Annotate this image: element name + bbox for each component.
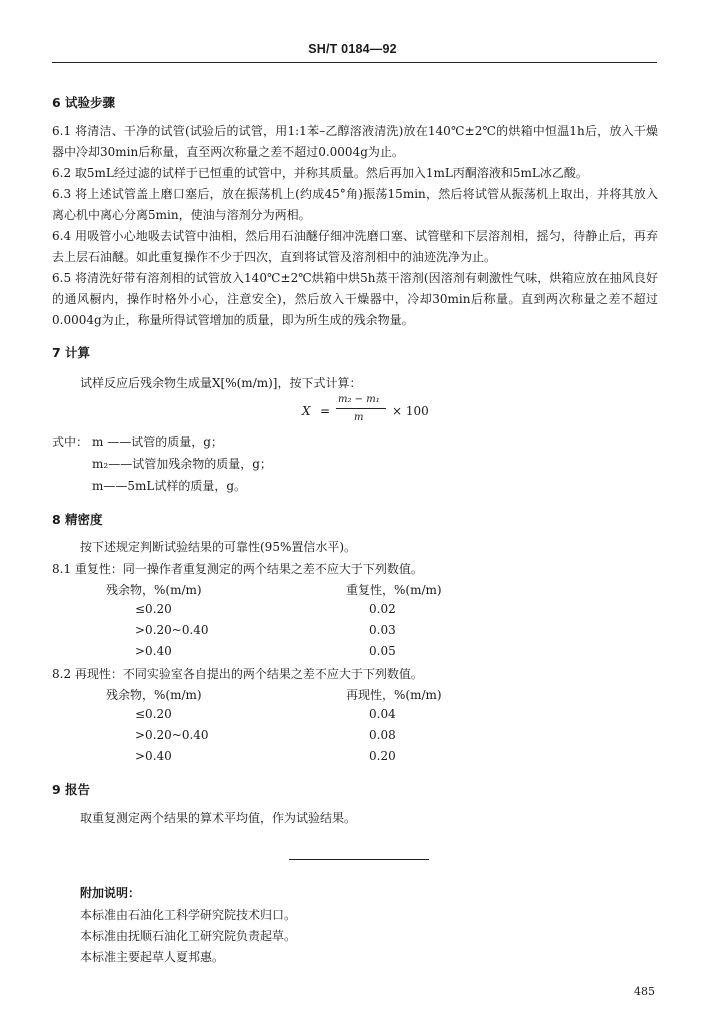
section-7-title: 7 计算 (52, 345, 91, 360)
table-cell-value: 0.08 (369, 728, 396, 742)
var-item: m ——试管的质量，g； (92, 435, 223, 449)
repeatability-heading: 8.1 重复性：同一操作者重复测定的两个结果之差不应大于下列数值。 (52, 562, 423, 576)
para-6-1: 6.1 将清洁、干净的试管(试验后的试管，用1:1苯–乙醇溶液清洗)放在140℃±2℃的烘箱中恒温1h后，放入干燥器中冷却30min后称量，直至两次称量之差不超过0.0004g为止。 (52, 124, 658, 159)
note-line: 本标准由抚顺石油化工研究院负责起草。 (80, 929, 297, 943)
var-item: m——5mL试样的质量，g。 (92, 479, 247, 493)
section-6-title: 6 试验步骤 (52, 95, 116, 110)
table-cell-range: ≤0.20 (135, 707, 172, 721)
para-6-5: 6.5 将清洗好带有溶剂相的试管放入140℃±2℃烘箱中烘5h蒸干溶剂(因溶剂有刺激性气味，烘箱应放在抽风良好的通风橱内，操作时格外小心，注意安全)，然后放入干燥器中，冷却30min后称量。直到两次称量之差不超过0.0004g为止，称量所得试管增加的质量，即为所生成的残余物量。 (52, 271, 658, 327)
para-6-2: 6.2 取5mL经过滤的试样于已恒重的试管中，并称其质量。然后再加入1mL丙酮溶液和5mL冰乙酸。 (52, 166, 588, 180)
formula-lhs: X (302, 404, 311, 418)
table-cell-value: 0.04 (369, 707, 396, 721)
header-rule (52, 62, 657, 63)
para-6-3: 6.3 将上述试管盖上磨口塞后，放在振荡机上(约成45°角)振荡15min，然后将试管从振荡机上取出，并将其放入离心机中离心分离5min，使油与溶剂分为两相。 (52, 187, 658, 222)
repeat-col-residue: 残余物，%(m/m) (106, 583, 202, 597)
table-cell-value: 0.20 (369, 749, 396, 763)
formula-denominator: m (354, 412, 364, 423)
note-line: 本标准由石油化工科学研究院技术归口。 (80, 908, 297, 922)
page-number: 485 (634, 985, 655, 998)
section-9-title: 9 报告 (52, 782, 91, 797)
standard-code: SH/T 0184—92 (308, 42, 397, 56)
formula-numerator: m₂ − m₁ (338, 394, 380, 405)
notes-title: 附加说明： (80, 886, 141, 900)
repeat-col-value: 重复性，%(m/m) (346, 583, 442, 597)
var-item: m₂——试管加残余物的质量，g； (92, 457, 272, 471)
formula-multiplier: × 100 (392, 404, 429, 418)
table-cell-range: >0.40 (135, 749, 172, 763)
calc-intro: 试样反应后残余物生成量X[%(m/m)]，按下式计算： (80, 376, 362, 390)
reproduce-col-residue: 残余物，%(m/m) (106, 688, 202, 702)
note-line: 本标准主要起草人夏邦惠。 (80, 950, 225, 964)
para-6-4: 6.4 用吸管小心地吸去试管中油相，然后用石油醚仔细冲洗磨口塞、试管壁和下层溶剂相，摇匀，待静止后，再弃去上层石油醚。如此重复操作不少于四次，直到将试管及溶剂相中的油迹洗净为止。 (52, 229, 658, 264)
table-cell-value: 0.02 (369, 602, 396, 616)
reproducibility-heading: 8.2 再现性：不同实验室各自提出的两个结果之差不应大于下列数值。 (52, 667, 423, 681)
precision-intro: 按下述规定判断试验结果的可靠性(95%置信水平)。 (80, 540, 357, 554)
table-cell-range: >0.20~0.40 (135, 623, 209, 637)
section-divider (289, 859, 429, 860)
report-text: 取重复测定两个结果的算术平均值，作为试验结果。 (80, 811, 357, 825)
where-label: 式中： (52, 435, 89, 449)
table-cell-value: 0.05 (369, 644, 396, 658)
section-8-title: 8 精密度 (52, 512, 103, 527)
reproduce-col-value: 再现性，%(m/m) (346, 688, 442, 702)
fraction-bar (336, 408, 386, 409)
formula (298, 396, 478, 426)
table-cell-value: 0.03 (369, 623, 396, 637)
table-cell-range: >0.20~0.40 (135, 728, 209, 742)
table-cell-range: >0.40 (135, 644, 172, 658)
formula-equals: = (320, 404, 331, 418)
table-cell-range: ≤0.20 (135, 602, 172, 616)
